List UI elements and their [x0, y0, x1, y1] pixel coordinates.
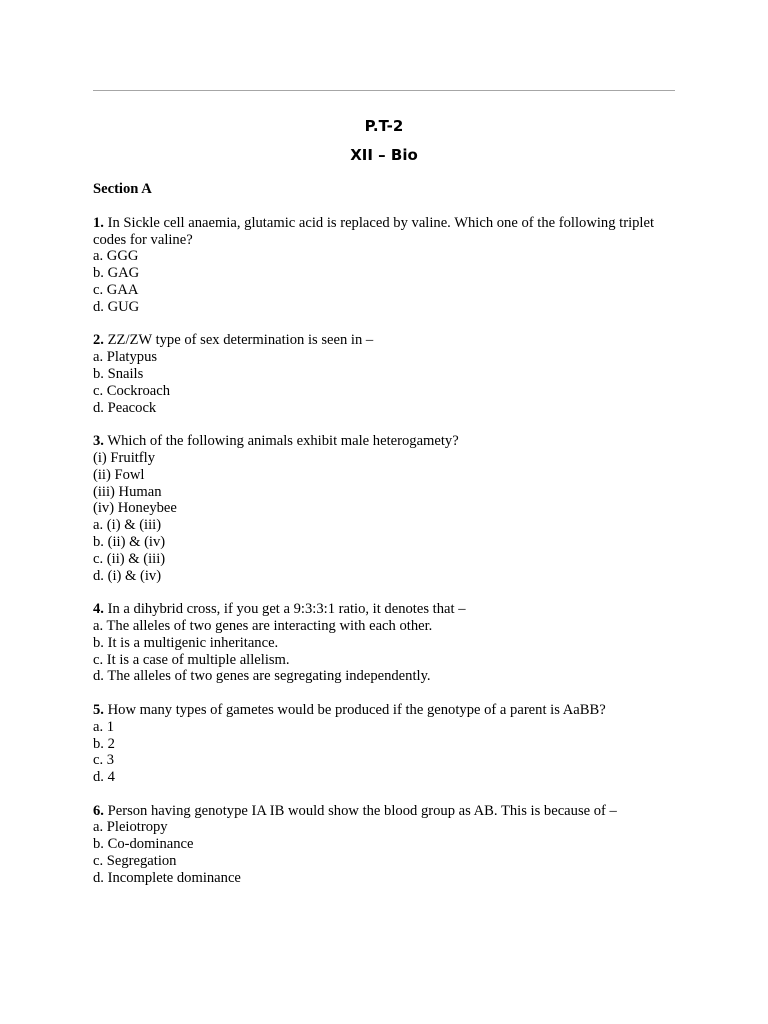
answer-option: b. Co-dominance: [93, 836, 194, 853]
question-number: 1.: [93, 214, 104, 231]
answer-option: d. The alleles of two genes are segregating independently.: [93, 668, 431, 685]
answer-option: c. 3: [93, 752, 115, 769]
question-text: Person having genotype IA IB would show the blood group as AB. This is because of –: [107, 802, 617, 819]
answer-option: b. GAG: [93, 265, 140, 282]
answer-option: c. Segregation: [93, 853, 177, 870]
title-block: [93, 115, 675, 173]
answer-option: c. It is a case of multiple allelism.: [93, 651, 290, 668]
question-text: In a dihybrid cross, if you get a 9:3:3:1 ratio, it denotes that –: [107, 601, 466, 618]
question-2: [93, 332, 675, 416]
answer-option: b. (ii) & (iv): [93, 533, 166, 550]
header-rule: [93, 90, 675, 91]
answer-option: b. 2: [93, 735, 115, 752]
question-stem: [93, 803, 675, 820]
document-content: [93, 181, 675, 903]
question-stem: [93, 433, 675, 450]
question-sub-item: (ii) Fowl: [93, 466, 145, 483]
answer-option: a. Pleiotropy: [93, 819, 168, 836]
answer-option: c. GAA: [93, 281, 139, 298]
question-stem: [93, 215, 675, 249]
section-heading: Section A: [93, 181, 152, 197]
question-number: 3.: [93, 433, 104, 450]
answer-option: a. (i) & (iii): [93, 517, 162, 534]
question-stem: [93, 702, 675, 719]
question-text: Which of the following animals exhibit male heterogamety?: [107, 433, 459, 450]
answer-option: d. GUG: [93, 298, 140, 315]
page-title: P.T-2: [364, 117, 404, 135]
answer-option: a. 1: [93, 718, 115, 735]
answer-option: b. Snails: [93, 365, 144, 382]
answer-option: a. The alleles of two genes are interacting with each other.: [93, 617, 433, 634]
question-text: ZZ/ZW type of sex determination is seen in –: [107, 332, 374, 349]
question-sub-item: (iv) Honeybee: [93, 500, 177, 517]
question-text: How many types of gametes would be produced if the genotype of a parent is AaBB?: [107, 701, 606, 718]
answer-option: d. Peacock: [93, 399, 157, 416]
answer-option: d. Incomplete dominance: [93, 869, 241, 886]
question-list: [93, 215, 675, 887]
question-sub-item: (iii) Human: [93, 483, 162, 500]
answer-option: a. GGG: [93, 248, 139, 265]
question-5: [93, 702, 675, 786]
answer-option: c. (ii) & (iii): [93, 550, 166, 567]
question-number: 5.: [93, 701, 104, 718]
question-number: 2.: [93, 332, 104, 349]
question-1: [93, 215, 675, 316]
answer-option: b. It is a multigenic inheritance.: [93, 634, 279, 651]
answer-option: d. (i) & (iv): [93, 567, 162, 584]
question-number: 6.: [93, 802, 104, 819]
question-4: [93, 601, 675, 685]
question-3: [93, 433, 675, 584]
answer-option: c. Cockroach: [93, 382, 170, 399]
question-text: In Sickle cell anaemia, glutamic acid is replaced by valine. Which one of the following triplet codes for valine?: [93, 214, 655, 248]
answer-option: d. 4: [93, 769, 115, 786]
question-number: 4.: [93, 601, 104, 618]
question-sub-item: (i) Fruitfly: [93, 449, 156, 466]
question-stem: [93, 601, 675, 618]
question-stem: [93, 332, 675, 349]
page-subtitle: XII – Bio: [350, 146, 418, 164]
answer-option: a. Platypus: [93, 349, 158, 366]
question-6: [93, 803, 675, 887]
